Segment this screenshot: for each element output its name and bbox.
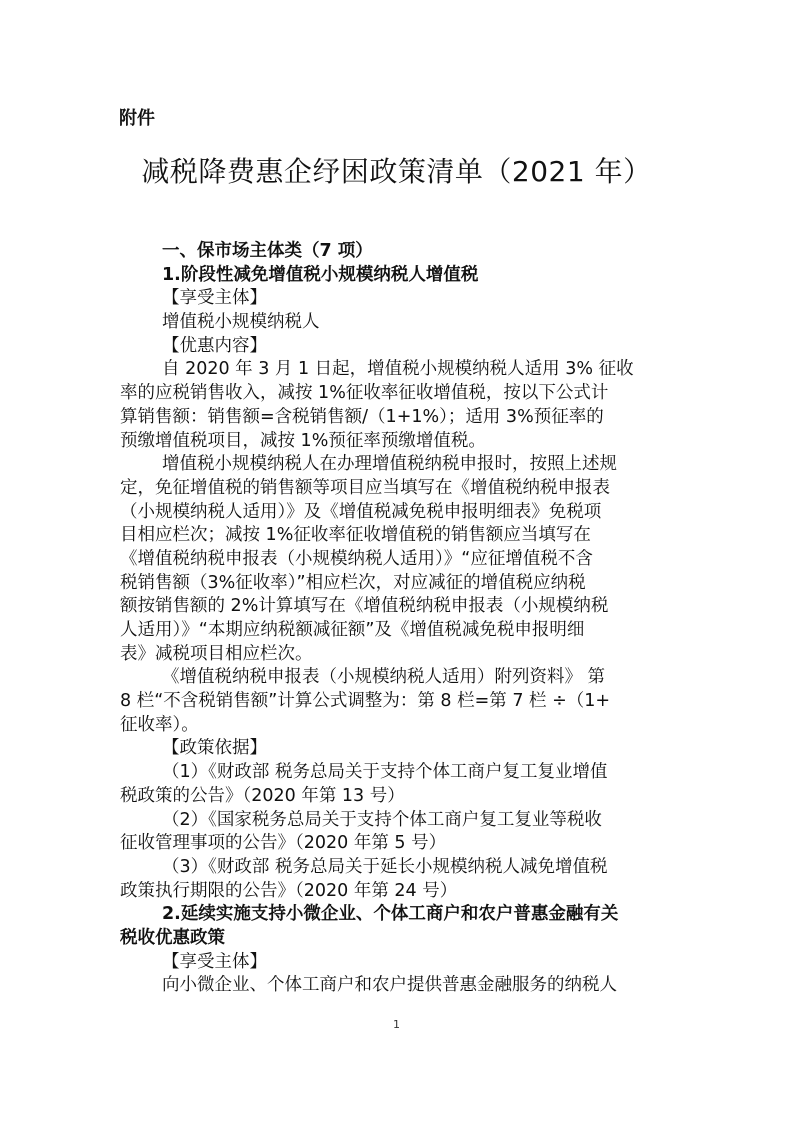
paragraph-line: 增值税小规模纳税人在办理增值税纳税申报时，按照上述规 <box>162 454 617 475</box>
document-title: 减税降费惠企纾困政策清单（2021 年） <box>141 155 652 188</box>
item-heading: 税收优惠政策 <box>120 927 225 948</box>
page-number: 1 <box>393 1018 400 1031</box>
paragraph-line: 税政策的公告》（2020 年第 13 号） <box>120 785 405 806</box>
paragraph-line: 目相应栏次；减按 1%征收率征收增值税的销售额应当填写在 <box>120 525 591 546</box>
section-heading: 一、保市场主体类（7 项） <box>162 241 373 261</box>
paragraph-line: 人适用）》“本期应纳税额减征额”及《增值税减免税申报明细 <box>120 620 585 640</box>
paragraph-line: 征收管理事项的公告》（2020 年第 5 号） <box>120 833 447 854</box>
paragraph-line: 定，免征增值税的销售额等项目应当填写在《增值税纳税申报表 <box>120 477 610 498</box>
paragraph-line: 率的应税销售收入，减按 1%征收率征收增值税，按以下公式计 <box>120 383 609 404</box>
field-label: 【优惠内容】 <box>162 335 267 356</box>
paragraph-line: 额按销售额的 2%计算填写在《增值税纳税申报表（小规模纳税 <box>120 596 609 617</box>
paragraph-line: 税销售额（3%征收率）”相应栏次，对应减征的增值税应纳税 <box>120 572 586 593</box>
paragraph-line: 自 2020 年 3 月 1 日起，增值税小规模纳税人适用 3% 征收 <box>162 359 634 380</box>
paragraph-line: 《增值税纳税申报表（小规模纳税人适用）附列资料》 第 <box>162 667 606 688</box>
paragraph-line: 算销售额：销售额=含税销售额/（1+1%）；适用 3%预征率的 <box>120 406 604 427</box>
field-value: 增值税小规模纳税人 <box>162 312 320 333</box>
field-label: 【政策依据】 <box>162 738 267 759</box>
paragraph-line: 表》减税项目相应栏次。 <box>120 643 313 664</box>
field-label: 【享受主体】 <box>162 951 267 972</box>
paragraph-line: 政策执行期限的公告》（2020 年第 24 号） <box>120 880 458 901</box>
item-heading: 1.阶段性减免增值税小规模纳税人增值税 <box>162 264 479 285</box>
paragraph-line: （2）《国家税务总局关于支持个体工商户复工复业等税收 <box>162 809 602 830</box>
paragraph-line: 8 栏“不含税销售额”计算公式调整为：第 8 栏=第 7 栏 ÷（1+ <box>120 691 611 712</box>
document-body <box>120 240 676 998</box>
paragraph-line: （小规模纳税人适用）》及《增值税减免税申报明细表》免税项 <box>120 501 602 522</box>
item-heading: 2.延续实施支持小微企业、个体工商户和农户普惠金融有关 <box>162 904 619 925</box>
paragraph-line: （3）《财政部 税务总局关于延长小规模纳税人减免增值税 <box>162 856 608 877</box>
paragraph-line: 预缴增值税项目，减按 1%预征率预缴增值税。 <box>120 430 486 451</box>
paragraph-line: 《增值税纳税申报表（小规模纳税人适用）》“应征增值税不含 <box>120 548 593 569</box>
paragraph-line: （1）《财政部 税务总局关于支持个体工商户复工复业增值 <box>162 762 608 783</box>
field-label: 【享受主体】 <box>162 288 267 309</box>
paragraph-line: 征收率）。 <box>120 714 199 735</box>
paragraph-line: 向小微企业、个体工商户和农户提供普惠金融服务的纳税人 <box>162 975 617 996</box>
annex-label: 附件 <box>119 108 155 129</box>
